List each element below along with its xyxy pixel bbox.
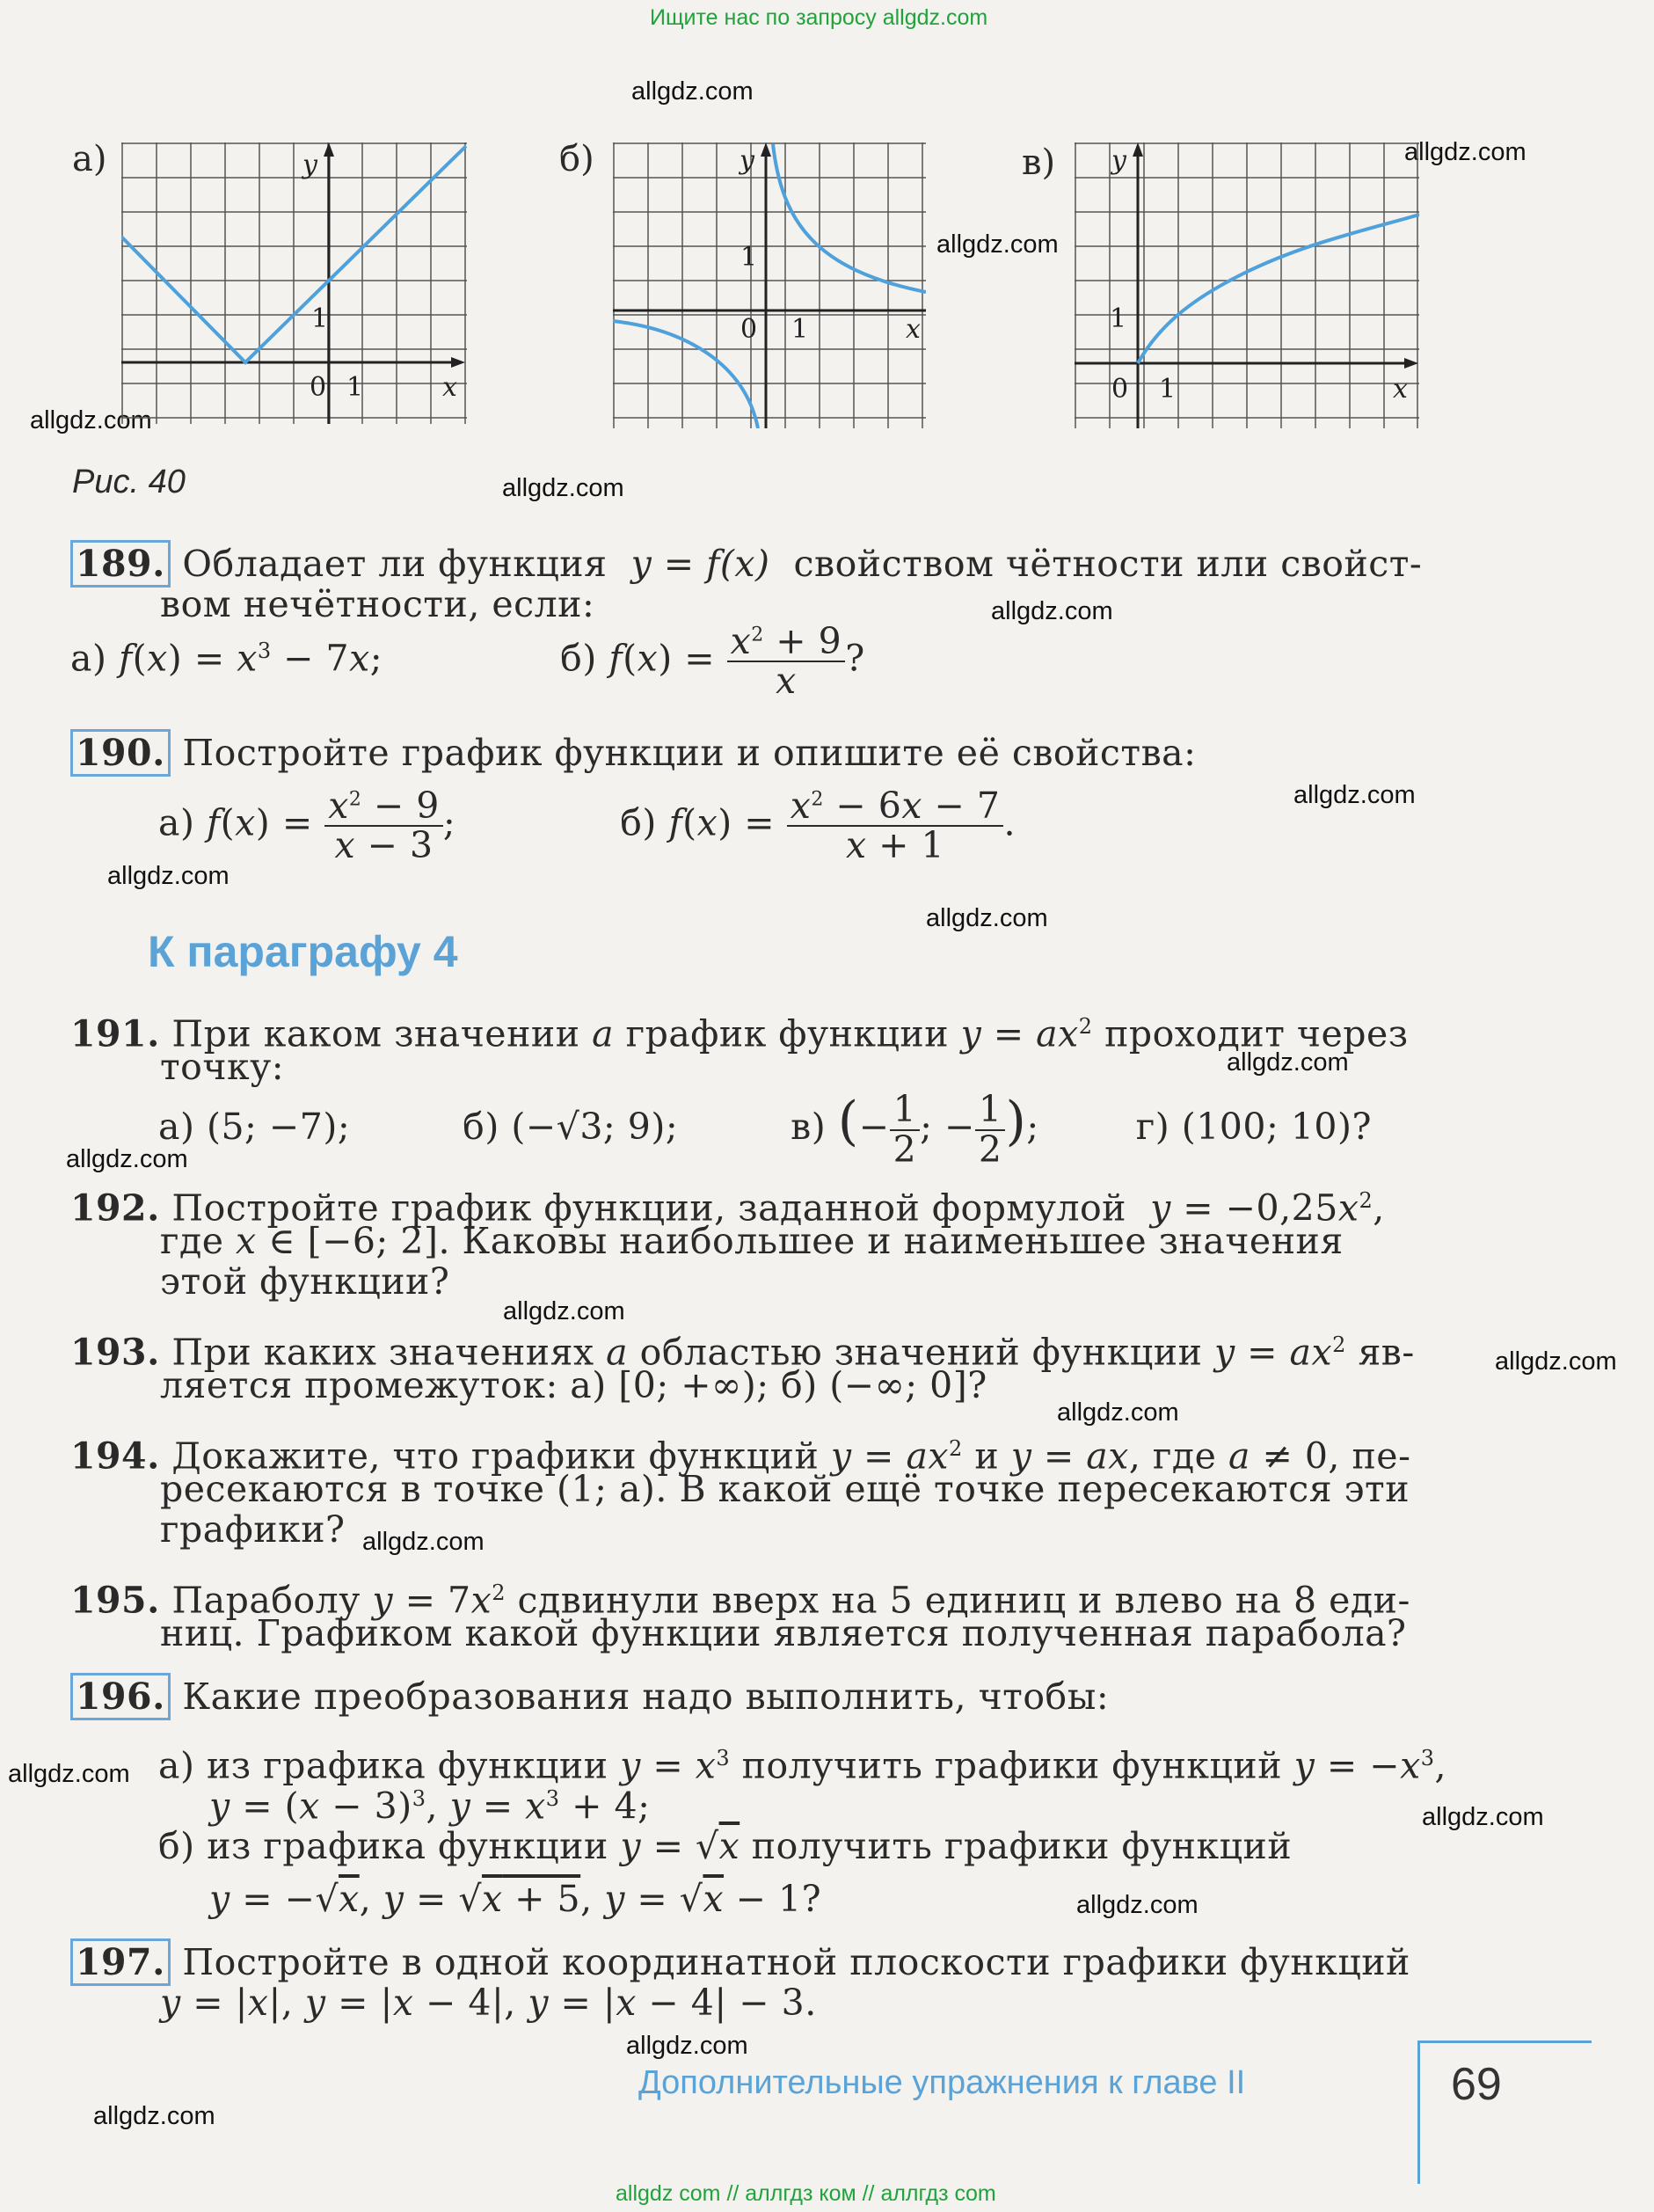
problem-196-a: а) из графика функции $y = x^3$ получить графики функций $y = -x^3$,: [158, 1744, 1447, 1787]
watermark: allgdz.com: [502, 474, 624, 502]
watermark: allgdz.com: [503, 1297, 625, 1325]
watermark: allgdz.com: [1293, 781, 1416, 809]
watermark: allgdz.com: [926, 904, 1048, 932]
problem-192-line3: этой функции?: [160, 1260, 450, 1303]
watermark: allgdz.com: [631, 77, 754, 106]
svg-text:0: 0: [1111, 374, 1129, 405]
bottom-watermark: allgdz com // аллгдз ком // аллгдз com: [616, 2181, 996, 2206]
svg-text:1: 1: [1159, 374, 1177, 405]
problem-196-b-line2: y = −√x, y = √x + 5, y = √x − 1?: [209, 1878, 822, 1920]
problem-189-line2: вом нечётности, если:: [160, 583, 595, 625]
watermark: allgdz.com: [991, 597, 1113, 625]
problem-190-number: 190.: [70, 729, 171, 777]
problem-195-number: 195.: [70, 1579, 160, 1622]
problem-191-text: При каком значении: [171, 1012, 580, 1055]
svg-text:x: x: [906, 314, 921, 345]
figure-caption: Рис. 40: [72, 464, 186, 500]
problem-196-number: 196.: [70, 1673, 171, 1720]
problem-190-line1: [70, 733, 1196, 773]
problem-192-line2: где x ∈ [−6; 2]. Каковы наибольшее и наименьшее значения: [160, 1220, 1344, 1262]
page-number: 69: [1451, 2059, 1502, 2110]
problem-189-text-b: свойством чётности или свойст-: [793, 543, 1423, 585]
watermark: allgdz.com: [1495, 1347, 1617, 1376]
graph-c-label: в): [1022, 142, 1056, 183]
problem-189-number: 189.: [70, 540, 171, 588]
problem-189-options: а) $f(x) = x^3 - 7x$; б) f(x) = $\frac{x^2 + 9}{x}$ ?: [70, 620, 865, 703]
watermark: allgdz.com: [1404, 138, 1526, 166]
problem-194-line2: ресекаются в точке (1; a). В какой ещё точке пересекаются эти: [160, 1468, 1410, 1510]
svg-text:y: y: [1111, 145, 1126, 176]
graph-b-branch-right: [773, 144, 926, 292]
problem-189-text: Обладает ли функция: [182, 543, 608, 585]
problem-194-line1: 194. Докажите, что графики функций $y = ax^2$ и y = ax, где a ≠ 0, пе-: [70, 1435, 1411, 1478]
problem-196-line1: 196. Какие преобразования надо выполнить, чтобы:: [70, 1676, 1109, 1717]
problem-195-line1: 195. Параболу $y = 7x^2$ сдвинули вверх на 5 единиц и влево на 8 еди-: [70, 1579, 1410, 1622]
watermark: allgdz.com: [30, 406, 152, 434]
problem-196-b: б) из графика функции y = √x получить графики функций: [158, 1825, 1293, 1867]
svg-text:y: y: [740, 145, 754, 176]
graph-a-label: а): [72, 139, 107, 179]
watermark: allgdz.com: [107, 862, 230, 890]
problem-193-line2: ляется промежуток: а) [0; +∞); б) (−∞; 0]?: [160, 1364, 987, 1406]
problem-197-line2: y = |x|, y = |x − 4|, y = |x − 4| − 3.: [160, 1982, 817, 2024]
page-number-box: [1417, 2040, 1592, 2184]
watermark: allgdz.com: [1076, 1891, 1199, 1919]
watermark: allgdz.com: [93, 2102, 215, 2130]
section-heading: К параграфу 4: [148, 927, 458, 976]
watermark: allgdz.com: [8, 1760, 130, 1788]
svg-text:y: y: [302, 150, 317, 180]
graph-b-label: б): [559, 139, 594, 179]
problem-192-text: Постройте график функции, заданной формулой: [171, 1186, 1127, 1230]
svg-text:0: 0: [740, 314, 758, 345]
problem-194-line3: графики?: [160, 1508, 346, 1551]
watermark: allgdz.com: [626, 2032, 748, 2060]
svg-text:1: 1: [1110, 303, 1127, 334]
footer-title: Дополнительные упражнения к главе II: [638, 2064, 1246, 2101]
problem-194-number: 194.: [70, 1435, 160, 1478]
graph-c: [1075, 142, 1419, 428]
problem-191-line2: точку:: [160, 1046, 285, 1088]
top-search-watermark: Ищите нас по запросу allgdz.com: [650, 5, 988, 30]
svg-text:x: x: [442, 372, 457, 403]
problem-191-text-b: график функции: [625, 1012, 950, 1055]
svg-text:1: 1: [791, 314, 809, 345]
problem-196-a-line2: $y = (x - 3)^3$, $y = x^3 + 4$;: [209, 1785, 651, 1828]
problem-191-options: а) (5; −7); б) (−√3; 9); в) (− $\frac{1}{2}$ ; − $\frac{1}{2}$ ); г) (100; 10)?: [158, 1088, 1372, 1171]
problem-193-number: 193.: [70, 1331, 160, 1374]
watermark: allgdz.com: [362, 1528, 485, 1556]
problem-190-text: Постройте график функции и опишите её свойства:: [182, 732, 1197, 774]
problem-192-line1: 192. Постройте график функции, заданной формулой $y = -0,25x^2$,: [70, 1186, 1385, 1230]
watermark: allgdz.com: [1422, 1803, 1544, 1831]
graph-b: [613, 142, 926, 428]
graph-a: [121, 142, 467, 424]
problem-197-number: 197.: [70, 1938, 171, 1986]
watermark: allgdz.com: [1057, 1398, 1179, 1427]
problem-197-line1: 197. Постройте в одной координатной плоскости графики функций: [70, 1942, 1410, 1982]
svg-text:x: x: [1393, 374, 1408, 405]
graph-b-branch-left: [613, 321, 758, 428]
problem-191-line1: 191. При каком значении a график функции $y = ax^2$ проходит через: [70, 1012, 1409, 1055]
problem-191-text-c: проходит через: [1104, 1012, 1409, 1055]
problem-195-line2: ниц. Графиком какой функции является полученная парабола?: [160, 1612, 1407, 1654]
svg-text:1: 1: [346, 372, 364, 403]
svg-text:1: 1: [311, 303, 329, 334]
svg-text:1: 1: [740, 242, 758, 273]
problem-193-line1: 193. При каких значениях a областью значений функции $y = ax^2$ яв-: [70, 1331, 1415, 1374]
problem-189-line1: 189. Обладает ли функция y = f(x) свойством чётности или свойст-: [70, 544, 1422, 584]
svg-text:0: 0: [310, 372, 327, 403]
watermark: allgdz.com: [936, 230, 1059, 259]
watermark: allgdz.com: [1227, 1048, 1349, 1077]
problem-190-options: а) f(x) = $\frac{x^2 - 9}{x - 3}$ ; б) f(x) = $\frac{x^2 - 6x - 7}{x + 1}$ .: [158, 785, 1016, 867]
problem-191-number: 191.: [70, 1012, 160, 1055]
watermark: allgdz.com: [66, 1145, 188, 1173]
problem-192-number: 192.: [70, 1186, 160, 1230]
graph-c-curve: [1138, 215, 1419, 363]
